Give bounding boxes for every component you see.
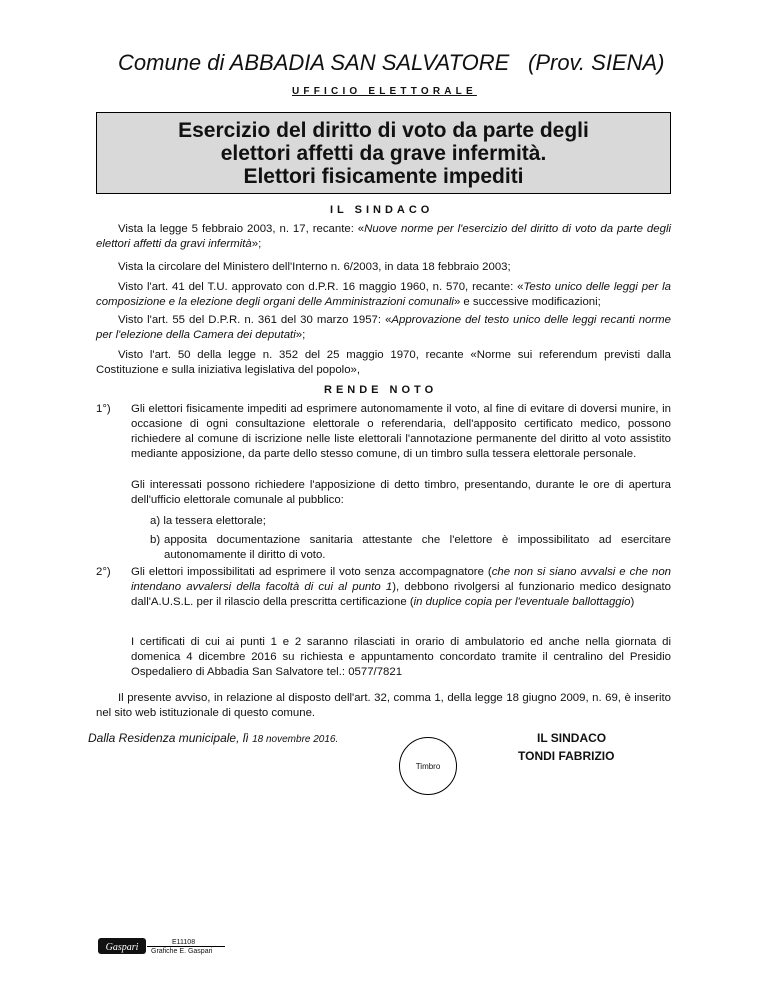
il-sindaco-heading: IL SINDACO xyxy=(330,204,434,216)
ufficio-heading: UFFICIO ELETTORALE xyxy=(292,86,477,97)
premessa-4 xyxy=(96,313,671,343)
punto-2-d: in duplice copia per l'eventuale ballottaggio xyxy=(413,596,631,608)
premessa-3 xyxy=(96,280,671,310)
footer-printer: Grafiche E. Gaspari xyxy=(151,948,213,955)
item-b-text: apposita documentazione sanitaria attestante che l'elettore è impossibilitato ad esercitare autonomamente il diritto di voto. xyxy=(164,534,671,561)
nome-sindaco: TONDI FABRIZIO xyxy=(518,749,615,763)
firma-sindaco: IL SINDACO xyxy=(537,731,607,745)
premessa-4-text: Visto l'art. 55 del D.P.R. n. 361 del 30 marzo 1957: « xyxy=(118,314,392,326)
title-line-1: Esercizio del diritto di voto da parte degli xyxy=(178,118,589,142)
item-b-label: b) xyxy=(150,534,161,546)
title-line-2: elettori affetti da grave infermità. xyxy=(220,141,547,165)
premessa-2: Vista la circolare del Ministero dell'Interno n. 6/2003, in data 18 febbraio 2003; xyxy=(118,261,511,273)
punto-2-b: che non si siano avvalsi e che non intendano avvalersi della facoltà di cui al punto 1 xyxy=(131,566,671,593)
punto-1-text-2: Gli interessati possono richiedere l'apposizione di detto timbro, presentando, durante le ore di apertura dell'ufficio elettorale comunale al pubblico: xyxy=(131,479,671,506)
rende-noto-heading: RENDE NOTO xyxy=(324,384,438,396)
punto-2-text xyxy=(118,565,671,610)
provincia-heading: (Prov. SIENA) xyxy=(528,50,665,75)
premessa-3-end: » e successive modificazioni; xyxy=(453,296,601,308)
premessa-1-quote: Nuove norme per l'esercizio del diritto di voto da parte degli elettori affetti da gravi infermità xyxy=(96,223,672,250)
comune-heading: Comune di ABBADIA SAN SALVATORE xyxy=(118,50,510,75)
item-a-text: la tessera elettorale; xyxy=(163,515,266,527)
title-line-3: Elettori fisicamente impediti xyxy=(243,164,524,188)
dalla-residenza xyxy=(88,731,338,745)
footer-code: E11108 xyxy=(172,939,196,946)
premessa-4-end: »; xyxy=(295,329,306,341)
punto-2 xyxy=(96,565,671,610)
punto-1 xyxy=(96,402,671,462)
dalla-text: Dalla Residenza municipale, lì xyxy=(88,731,249,745)
logo-text: Gaspari xyxy=(105,942,139,953)
avviso-paragraph: Il presente avviso, in relazione al disposto dell'art. 32, comma 1, della legge 18 giugno 2009, n. 69, è inserito nel sito web istituzionale di questo comune. xyxy=(96,692,671,719)
punto-1-item-b xyxy=(150,533,671,563)
timbro-label: Timbro xyxy=(415,761,441,771)
punto-2-c: ), debbono rivolgersi al funzionario medico designato dall'A.U.S.L. per il rilascio della prescritta certificazione ( xyxy=(131,581,671,608)
punto-1-text: Gli elettori fisicamente impediti ad esprimere autonomamente il voto, al fine di evitare di doversi munire, in occasione di ogni consultazione elettorale o referendaria, dell'apposito certificato medico, possono richiedere al comune di iscrizione nelle liste elettorali l'annotazione permanente del diritto al voto assistito mediante apposizione, da parte dello stesso comune, di un timbro sulla tessera elettorale personale. xyxy=(131,403,671,460)
gaspari-logo xyxy=(98,936,146,956)
premessa-1 xyxy=(96,222,671,252)
punto-1-number: 1°) xyxy=(96,403,111,415)
premessa-3-quote: Testo unico delle leggi per la composizione e la elezione degli organi delle Amministrazioni comunali xyxy=(96,281,671,308)
punto-2-e: ) xyxy=(630,596,635,608)
title-box xyxy=(96,112,671,194)
timbro-circle xyxy=(399,737,457,795)
punto-1-item-a xyxy=(150,514,671,529)
certificati-paragraph: I certificati di cui ai punti 1 e 2 saranno rilasciati in orario di ambulatorio ed anche nella giornata di domenica 4 dicembre 2016 su richiesta e appuntamento concordato tramite il centralino del Presidio Ospedaliero di Abbadia San Salvatore tel.: 0577/7821 xyxy=(131,636,671,678)
footer-divider xyxy=(147,946,225,947)
punto-2-a: Gli elettori impossibilitati ad esprimere il voto senza accompagnatore ( xyxy=(131,566,492,578)
premessa-4-quote: Approvazione del testo unico delle leggi recanti norme per l'elezione della Camera dei deputati xyxy=(96,314,671,341)
item-a-label: a) xyxy=(150,515,161,527)
punto-2-number: 2°) xyxy=(96,566,111,578)
data-firma: 18 novembre 2016. xyxy=(252,734,339,745)
premessa-5: Visto l'art. 50 della legge n. 352 del 25 maggio 1970, recante «Norme sui referendum previsti dalla Costituzione e sulla iniziativa legislativa del popolo», xyxy=(96,349,671,376)
premessa-1-text: Vista la legge 5 febbraio 2003, n. 17, recante: « xyxy=(118,223,365,235)
premessa-3-text: Visto l'art. 41 del T.U. approvato con d.P.R. 16 maggio 1960, n. 570, recante: « xyxy=(118,281,524,293)
premessa-1-end: »; xyxy=(251,238,262,250)
